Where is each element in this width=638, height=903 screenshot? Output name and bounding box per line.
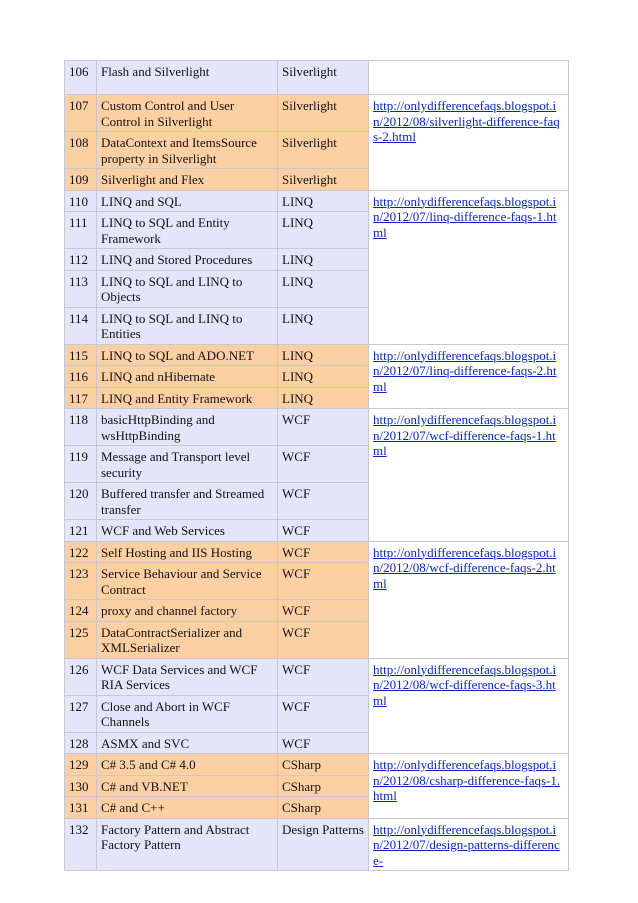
link-cell xyxy=(369,818,569,871)
table-row xyxy=(65,190,569,212)
link-cell xyxy=(369,190,569,344)
topic-cell: LINQ to SQL and ADO.NET xyxy=(97,344,278,366)
row-number: 124 xyxy=(65,600,97,622)
topic-cell: LINQ to SQL and LINQ to Entities xyxy=(97,307,278,344)
category-cell: LINQ xyxy=(278,190,369,212)
row-number: 111 xyxy=(65,212,97,249)
faq-link[interactable]: http://onlydifferencefaqs.blogspot.in/2012/08/wcf-difference-faqs-2.html xyxy=(373,544,557,591)
category-cell: LINQ xyxy=(278,344,369,366)
category-cell: WCF xyxy=(278,446,369,483)
category-cell: LINQ xyxy=(278,387,369,409)
row-number: 129 xyxy=(65,754,97,776)
category-cell: WCF xyxy=(278,695,369,732)
topic-cell: Buffered transfer and Streamed transfer xyxy=(97,483,278,520)
table-row xyxy=(65,541,569,563)
category-cell: LINQ xyxy=(278,366,369,388)
row-number: 110 xyxy=(65,190,97,212)
category-cell: WCF xyxy=(278,541,369,563)
category-cell: CSharp xyxy=(278,775,369,797)
row-number: 107 xyxy=(65,95,97,132)
row-number: 106 xyxy=(65,61,97,95)
row-number: 117 xyxy=(65,387,97,409)
category-cell: CSharp xyxy=(278,754,369,776)
category-cell: LINQ xyxy=(278,212,369,249)
category-cell: WCF xyxy=(278,409,369,446)
table-row xyxy=(65,61,569,95)
row-number: 119 xyxy=(65,446,97,483)
category-cell: WCF xyxy=(278,600,369,622)
topic-cell: Silverlight and Flex xyxy=(97,169,278,191)
category-cell: Design Patterns xyxy=(278,818,369,871)
row-number: 127 xyxy=(65,695,97,732)
faq-link[interactable]: http://onlydifferencefaqs.blogspot.in/2012/08/wcf-difference-faqs-3.html xyxy=(373,661,557,708)
row-number: 128 xyxy=(65,732,97,754)
row-number: 114 xyxy=(65,307,97,344)
row-number: 123 xyxy=(65,563,97,600)
category-cell: Silverlight xyxy=(278,95,369,132)
category-cell: LINQ xyxy=(278,307,369,344)
row-number: 126 xyxy=(65,658,97,695)
table-row xyxy=(65,95,569,132)
topic-cell: Self Hosting and IIS Hosting xyxy=(97,541,278,563)
table-row xyxy=(65,754,569,776)
faq-link[interactable]: http://onlydifferencefaqs.blogspot.in/2012/07/linq-difference-faqs-1.html xyxy=(373,193,557,240)
row-number: 121 xyxy=(65,520,97,542)
topic-cell: WCF Data Services and WCF RIA Services xyxy=(97,658,278,695)
faq-link[interactable]: http://onlydifferencefaqs.blogspot.in/2012/07/wcf-difference-faqs-1.html xyxy=(373,412,557,458)
link-cell xyxy=(369,658,569,754)
topic-cell: C# and C++ xyxy=(97,797,278,819)
link-cell xyxy=(369,754,569,819)
faq-table xyxy=(64,60,569,871)
row-number: 109 xyxy=(65,169,97,191)
topic-cell: Service Behaviour and Service Contract xyxy=(97,563,278,600)
row-number: 131 xyxy=(65,797,97,819)
category-cell: LINQ xyxy=(278,270,369,307)
row-number: 120 xyxy=(65,483,97,520)
category-cell: WCF xyxy=(278,621,369,658)
row-number: 130 xyxy=(65,775,97,797)
row-number: 113 xyxy=(65,270,97,307)
table-row xyxy=(65,344,569,366)
topic-cell: DataContext and ItemsSource property in Silverlight xyxy=(97,132,278,169)
topic-cell: C# 3.5 and C# 4.0 xyxy=(97,754,278,776)
row-number: 118 xyxy=(65,409,97,446)
category-cell: WCF xyxy=(278,520,369,542)
row-number: 122 xyxy=(65,541,97,563)
topic-cell: LINQ and nHibernate xyxy=(97,366,278,388)
row-number: 108 xyxy=(65,132,97,169)
link-cell xyxy=(369,541,569,658)
topic-cell: LINQ and SQL xyxy=(97,190,278,212)
table-row xyxy=(65,658,569,695)
table-row xyxy=(65,409,569,446)
category-cell: WCF xyxy=(278,563,369,600)
topic-cell: LINQ and Stored Procedures xyxy=(97,249,278,271)
topic-cell: Factory Pattern and Abstract Factory Pattern xyxy=(97,818,278,871)
topic-cell: Flash and Silverlight xyxy=(97,61,278,95)
category-cell: Silverlight xyxy=(278,132,369,169)
link-cell xyxy=(369,344,569,409)
topic-cell: Message and Transport level security xyxy=(97,446,278,483)
topic-cell: LINQ to SQL and Entity Framework xyxy=(97,212,278,249)
faq-link[interactable]: http://onlydifferencefaqs.blogspot.in/2012/07/linq-difference-faqs-2.html xyxy=(373,347,557,394)
topic-cell: Custom Control and User Control in Silverlight xyxy=(97,95,278,132)
row-number: 132 xyxy=(65,818,97,871)
row-number: 116 xyxy=(65,366,97,388)
faq-link[interactable]: http://onlydifferencefaqs.blogspot.in/2012/07/design-patterns-difference- xyxy=(373,821,560,868)
faq-link[interactable]: http://onlydifferencefaqs.blogspot.in/2012/08/silverlight-difference-faqs-2.html xyxy=(373,98,560,144)
table-row xyxy=(65,818,569,871)
row-number: 112 xyxy=(65,249,97,271)
topic-cell: WCF and Web Services xyxy=(97,520,278,542)
topic-cell: LINQ to SQL and LINQ to Objects xyxy=(97,270,278,307)
topic-cell: Close and Abort in WCF Channels xyxy=(97,695,278,732)
category-cell: Silverlight xyxy=(278,169,369,191)
topic-cell: ASMX and SVC xyxy=(97,732,278,754)
faq-link[interactable]: http://onlydifferencefaqs.blogspot.in/2012/08/csharp-difference-faqs-1.html xyxy=(373,757,561,803)
link-cell xyxy=(369,95,569,191)
link-cell xyxy=(369,409,569,542)
category-cell: WCF xyxy=(278,658,369,695)
topic-cell: basicHttpBinding and wsHttpBinding xyxy=(97,409,278,446)
topic-cell: DataContractSerializer and XMLSerializer xyxy=(97,621,278,658)
link-cell xyxy=(369,61,569,95)
category-cell: WCF xyxy=(278,732,369,754)
category-cell: Silverlight xyxy=(278,61,369,95)
category-cell: WCF xyxy=(278,483,369,520)
topic-cell: LINQ and Entity Framework xyxy=(97,387,278,409)
row-number: 115 xyxy=(65,344,97,366)
topic-cell: proxy and channel factory xyxy=(97,600,278,622)
topic-cell: C# and VB.NET xyxy=(97,775,278,797)
category-cell: CSharp xyxy=(278,797,369,819)
category-cell: LINQ xyxy=(278,249,369,271)
row-number: 125 xyxy=(65,621,97,658)
